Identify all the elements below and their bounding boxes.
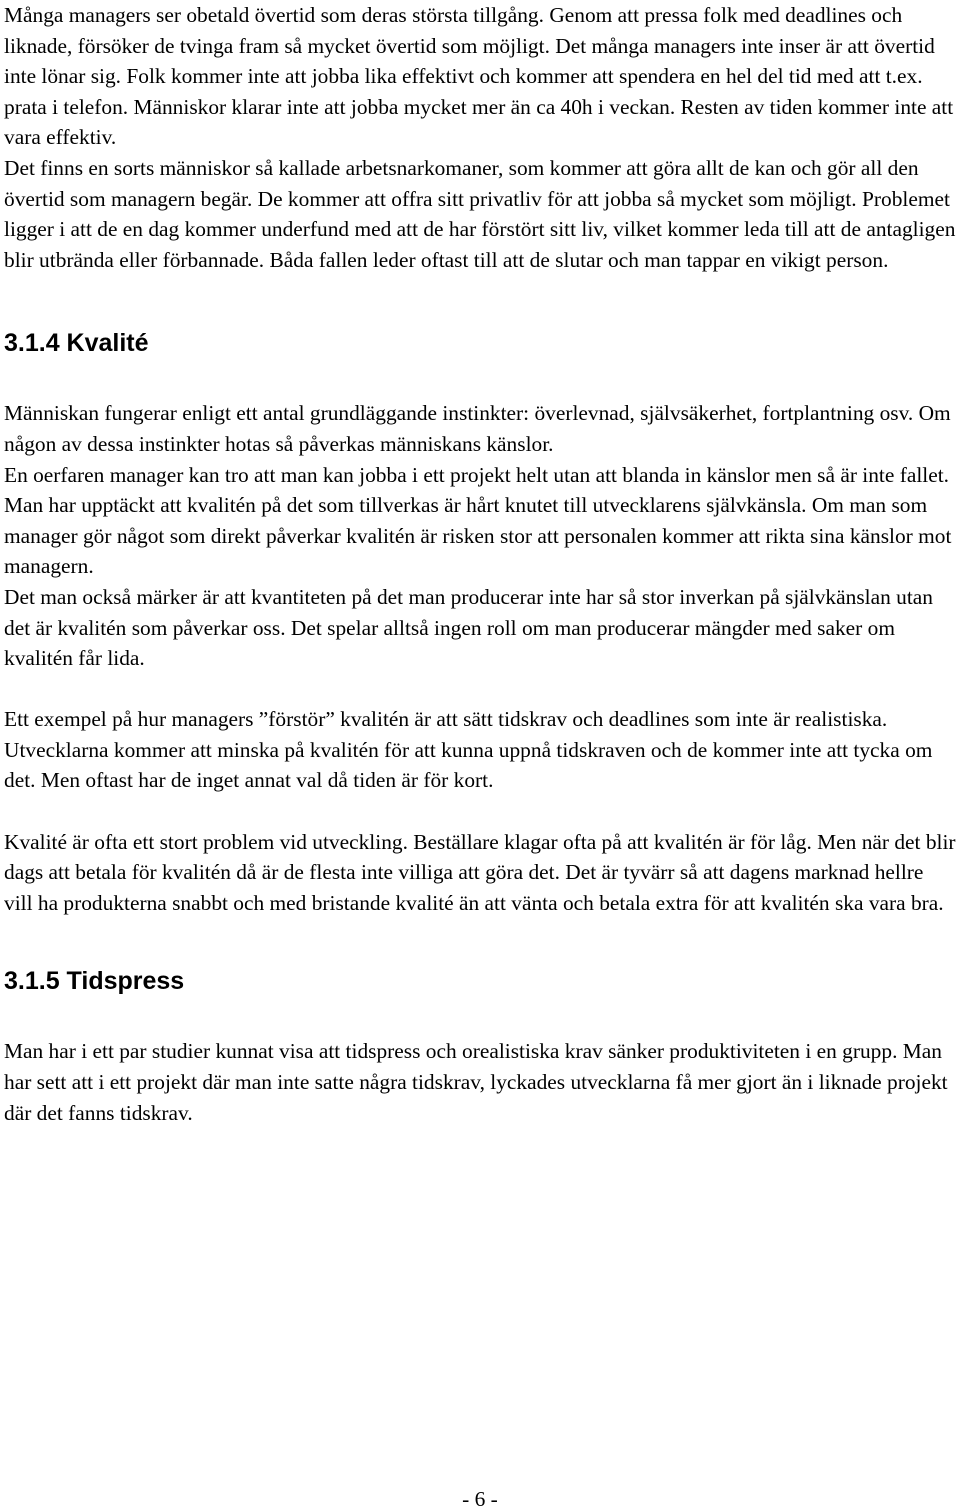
body-paragraph: En oerfaren manager kan tro att man kan jobba i ett projekt helt utan att blanda in känslor men så är inte fallet. — [4, 462, 950, 487]
body-paragraph: Många managers ser obetald övertid som deras största tillgång. Genom att pressa folk med deadlines och liknade, försöker de tvinga fram så mycket övertid som möjligt. Det många managers inte inser är att övertid inte lönar sig. Folk kommer inte att jobba lika effektivt och kommer att spendera en hel del tid med att t.ex. prata i telefon. Människor klarar inte att jobba mycket mer än ca 40h i veckan. Resten av tiden kommer inte att vara effektiv. — [4, 3, 954, 150]
document-page — [4, 0, 956, 1128]
body-paragraph: Ett exempel på hur managers ”förstör” kvalitén är att sätt tidskrav och deadlines som inte är realistiska. Utvecklarna kommer att minska på kvalitén för att kunna uppnå tidskraven och de kommer inte att tycka om det. Men oftast har de inget annat val då tiden är för kort. — [4, 707, 933, 793]
body-paragraph: Det man också märker är att kvantiteten på det man producerar inte har så stor inverkan på självkänslan utan det är kvalitén som påverkar oss. Det spelar alltså ingen roll om man producerar mängder med saker om kvalitén får lida. — [4, 584, 933, 671]
body-paragraph: Man har i ett par studier kunnat visa att tidspress och orealistiska krav sänker produktiviteten i en grupp. Man har sett att i ett projekt där man inte satte några tidskrav, lyckades utvecklarna få mer gjort än i liknade projekt där det fanns tidskrav. — [4, 1039, 948, 1125]
body-paragraph: Människan fungerar enligt ett antal grundläggande instinkter: överlevnad, självsäkerhet, fortplantning osv. Om någon av dessa instinkter hotas så påverkas människans känslor. — [4, 401, 951, 456]
body-paragraph: Man har upptäckt att kvalitén på det som tillverkas är hårt knutet till utvecklarens självkänsla. Om man som manager gör något som direkt påverkar kvalitén är risken stor att personalen kommer att rikta sina känslor mot managern. — [4, 493, 952, 579]
body-paragraph: Det finns en sorts människor så kallade arbetsnarkomaner, som kommer att göra allt de kan och gör all den övertid som managern begär. De kommer att offra sitt privatliv för att jobba så mycket som möjligt. Problemet ligger i att de en dag kommer underfund med att de har förstört sitt liv, vilket kommer leda till att de antagligen blir utbrända eller förbannade. Båda fallen leder oftast till att de slutar och man tappar en vikigt person. — [4, 155, 956, 272]
page-number: - 6 - — [462, 1487, 498, 1511]
section-heading-kvalite: 3.1.4 Kvalité — [4, 329, 149, 358]
section-heading-tidspress: 3.1.5 Tidspress — [4, 967, 185, 996]
body-paragraph: Kvalité är ofta ett stort problem vid utveckling. Beställare klagar ofta på att kvalitén är för låg. Men när det blir dags att betala för kvalitén då är de flesta inte villiga att göra det. Det är tyvärr så att dagens marknad hellre vill ha produkterna snabbt och med bristande kvalité än att vänta och betala extra för att kvalitén ska vara bra. — [4, 829, 956, 915]
